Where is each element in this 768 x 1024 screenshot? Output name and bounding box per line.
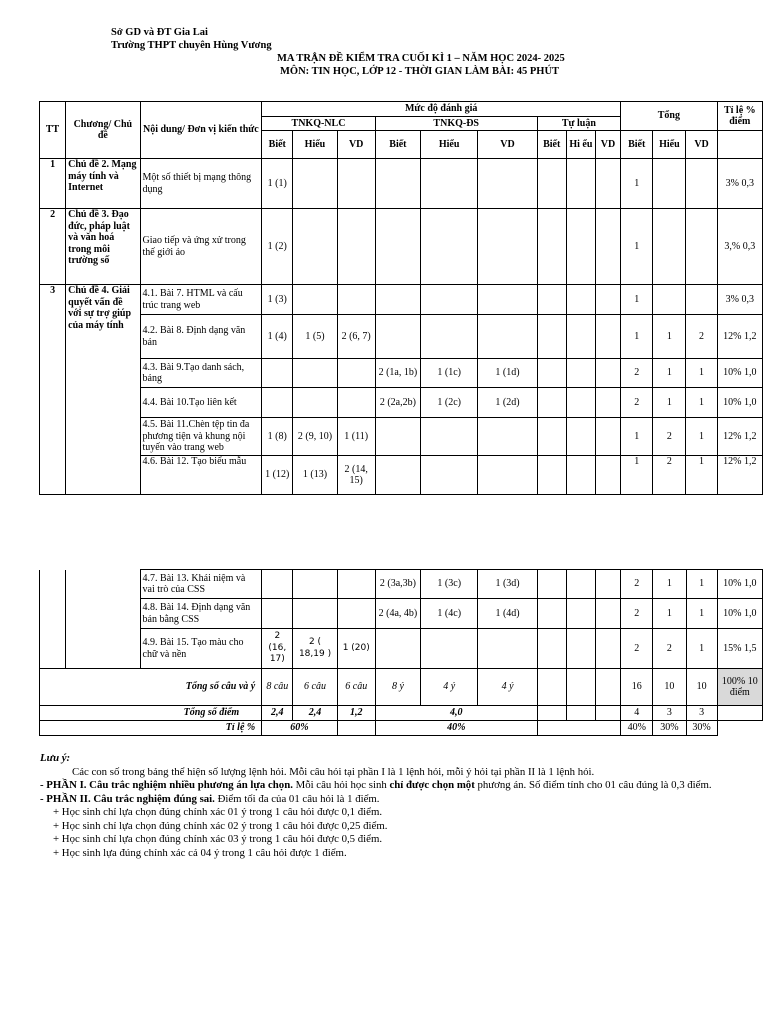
- cell-total-hieu: [653, 159, 686, 209]
- sub-hieu: Hiểu: [293, 131, 337, 159]
- cell-tl-hieu: [566, 315, 595, 359]
- sub-vd: VD: [686, 131, 717, 159]
- totals-count-row: [40, 669, 763, 706]
- cell-nlc-biet: 1 (3): [262, 285, 293, 315]
- row-content: 4.8. Bài 14. Định dạng văn bản bằng CSS: [140, 599, 262, 629]
- cell-tl-hieu: [566, 285, 595, 315]
- cell-ds-hieu: 1 (3c): [421, 570, 478, 599]
- totals-ratio-row: [40, 721, 763, 736]
- cell-nlc-biet: [262, 599, 293, 629]
- empty-cell: [717, 706, 762, 721]
- cell-ds-total: 4,0: [375, 706, 537, 721]
- cell-tl-biet: [537, 315, 566, 359]
- cell-ds-vd: [478, 209, 537, 285]
- cell-nlc-biet: 1 (12): [262, 456, 293, 495]
- empty-cell: [717, 721, 762, 736]
- cell-ds-biet: 8 ý: [375, 669, 420, 706]
- cell-total-biet: 1: [621, 209, 653, 285]
- row-chapter: Chủ đề 4. Giải quyết vấn đề với sự trợ giúp của máy tính: [66, 285, 140, 495]
- cell-total-hieu: 2: [653, 629, 686, 669]
- cell-total-hieu: 2: [653, 456, 686, 495]
- cell-total-vd: 1: [686, 570, 717, 599]
- sub-biet: Biết: [262, 131, 293, 159]
- matrix-table-part2: [39, 569, 763, 736]
- cell-ds-vd: [478, 159, 537, 209]
- cell-tl-hieu: [566, 570, 595, 599]
- sub-hieu: Hiểu: [653, 131, 686, 159]
- cell-nlc-hieu: 2 (9, 10): [293, 418, 337, 456]
- notes-text: Điểm tối đa của 01 câu hỏi là 1 điểm.: [214, 792, 380, 805]
- cell-tl-biet: [537, 285, 566, 315]
- cell-nlc-vd: 1 (11): [337, 418, 375, 456]
- cell-ds-biet: [375, 315, 420, 359]
- cell-nlc-biet: 1 (4): [262, 315, 293, 359]
- cell-nlc-hieu: 6 câu: [293, 669, 337, 706]
- cell-ratio: 12% 1,2: [717, 456, 762, 495]
- cell-nlc-biet: 2,4: [262, 706, 293, 721]
- cell-ds-vd: 1 (4d): [478, 599, 537, 629]
- cell-ds-ratio: 40%: [375, 721, 537, 736]
- cell-total-vd: 3: [686, 706, 717, 721]
- cell-total-hieu: 1: [653, 359, 686, 388]
- notes-bullet: + Học sinh lựa đúng chính xác cả 04 ý trong 1 câu hỏi được 1 điểm.: [53, 846, 347, 859]
- cell-tl-vd: [595, 418, 620, 456]
- cell-tl-biet: [537, 388, 566, 418]
- cell-nlc-biet: 1 (1): [262, 159, 293, 209]
- cell-tl-biet: [537, 669, 566, 706]
- row-content: 4.6. Bài 12. Tạo biểu mẫu: [140, 456, 262, 495]
- empty-cell: [717, 131, 762, 159]
- col-tt: TT: [40, 102, 66, 159]
- table-row: [40, 359, 763, 388]
- cell-tl-biet: [537, 159, 566, 209]
- table-row: [40, 285, 763, 315]
- cell-tl-vd: [595, 285, 620, 315]
- row-content: 4.5. Bài 11.Chèn tệp tin đa phương tiện và khung nội tuyến vào trang web: [140, 418, 262, 456]
- cell-tl-hieu: [566, 629, 595, 669]
- cell-ds-biet: 2 (3a,3b): [375, 570, 420, 599]
- totals-count-label: Tổng số câu và ý: [40, 669, 262, 706]
- cell-ds-vd: 1 (3d): [478, 570, 537, 599]
- cell-tl-hieu: [566, 706, 595, 721]
- empty-cell: [537, 721, 620, 736]
- group-nlc: TNKQ-NLC: [262, 117, 376, 131]
- col-total: Tổng: [621, 102, 718, 131]
- cell-ds-hieu: [421, 285, 478, 315]
- totals-score-label: Tổng số điểm: [40, 706, 262, 721]
- cell-ds-vd: [478, 629, 537, 669]
- cell-nlc-vd: 6 câu: [337, 669, 375, 706]
- cell-nlc-hieu: [293, 285, 337, 315]
- cell-total-biet: 2: [621, 629, 653, 669]
- cell-nlc-vd: 1 (20): [337, 629, 375, 669]
- cell-total-biet: 2: [621, 388, 653, 418]
- sub-vd: VD: [595, 131, 620, 159]
- cell-total-hieu: 1: [653, 388, 686, 418]
- row-tt: 2: [40, 209, 66, 285]
- cell-nlc-hieu: [293, 599, 337, 629]
- cell-total-biet: 1: [621, 315, 653, 359]
- cell-ds-biet: [375, 418, 420, 456]
- cell-ds-vd: 4 ý: [478, 669, 537, 706]
- cell-tl-biet: [537, 359, 566, 388]
- cell-ratio: 15% 1,5: [717, 629, 762, 669]
- sub-vd: VD: [337, 131, 375, 159]
- cell-nlc-hieu: [293, 209, 337, 285]
- table-row: [40, 456, 763, 495]
- cell-total-biet: 2: [621, 570, 653, 599]
- cell-tl-vd: [596, 599, 621, 629]
- cell-ratio: 3% 0,3: [717, 285, 762, 315]
- notes-bullet: + Học sinh chỉ lựa chọn đúng chính xác 01 ý trong 1 câu hỏi được 0,1 điểm.: [53, 806, 383, 818]
- cell-tl-hieu: [566, 388, 595, 418]
- cell-tl-biet: [537, 629, 566, 669]
- cell-nlc-ratio: 60%: [262, 721, 337, 736]
- cell-nlc-hieu: [293, 570, 337, 599]
- table-row: [40, 159, 763, 209]
- cell-total-biet: 1: [621, 159, 653, 209]
- cell-ds-vd: [478, 418, 537, 456]
- notes-bullet: + Học sinh chỉ lựa chọn đúng chính xác 02 ý trong 1 câu hỏi được 0,25 điểm.: [53, 819, 388, 832]
- cell-nlc-vd: [337, 159, 375, 209]
- cell-total-vd: [686, 285, 717, 315]
- empty-cell: [66, 570, 140, 669]
- cell-ds-biet: [375, 159, 420, 209]
- cell-ratio: 10% 1,0: [717, 570, 762, 599]
- cell-total-vd: [686, 159, 717, 209]
- department-name: Sở GD và ĐT Gia Lai: [111, 27, 208, 38]
- document-subtitle: MÔN: TIN HỌC, LỚP 12 - THỜI GIAN LÀM BÀI: 45 PHÚT: [280, 66, 560, 77]
- cell-ds-hieu: [421, 418, 478, 456]
- cell-ds-biet: 2 (2a,2b): [375, 388, 420, 418]
- row-content: 4.4. Bài 10.Tạo liên kết: [140, 388, 262, 418]
- cell-nlc-vd: [337, 388, 375, 418]
- cell-nlc-biet: [262, 388, 293, 418]
- table-row: [40, 599, 763, 629]
- notes-part2: [40, 793, 762, 807]
- group-ds: TNKQ-ĐS: [375, 117, 537, 131]
- cell-ds-vd: [478, 285, 537, 315]
- cell-ds-biet: [375, 285, 420, 315]
- cell-ratio: 12% 1,2: [717, 418, 762, 456]
- cell-nlc-hieu: 1 (5): [293, 315, 337, 359]
- notes-part1: [40, 779, 762, 793]
- cell-nlc-vd: [337, 359, 375, 388]
- table-row: [40, 209, 763, 285]
- cell-total-hieu: 10: [653, 669, 686, 706]
- sub-biet: Biết: [621, 131, 653, 159]
- notes-part2-title: - PHẦN II. Câu trắc nghiệm đúng sai.: [40, 792, 215, 805]
- cell-tl-hieu: [566, 209, 595, 285]
- table-row: [40, 388, 763, 418]
- cell-tl-hieu: [566, 418, 595, 456]
- cell-ds-biet: 2 (1a, 1b): [375, 359, 420, 388]
- cell-total-vd: 1: [686, 388, 717, 418]
- cell-nlc-biet: [262, 570, 293, 599]
- document-title: MA TRẬN ĐỀ KIỂM TRA CUỐI KÌ 1 – NĂM HỌC 2024- 2025: [277, 53, 565, 64]
- cell-nlc-hieu: [293, 159, 337, 209]
- cell-nlc-vd: [337, 570, 375, 599]
- cell-ds-vd: 1 (2d): [478, 388, 537, 418]
- cell-tl-hieu: [566, 456, 595, 495]
- cell-total-hieu: 3: [653, 706, 686, 721]
- sub-biet: Biết: [375, 131, 420, 159]
- cell-ds-hieu: [421, 159, 478, 209]
- cell-nlc-biet: 1 (8): [262, 418, 293, 456]
- cell-nlc-vd: [337, 285, 375, 315]
- cell-total-hieu: [653, 209, 686, 285]
- col-ratio: Tỉ lệ % điểm: [717, 102, 762, 131]
- row-content: Giao tiếp và ứng xử trong thế giới ảo: [140, 209, 262, 285]
- cell-ds-hieu: [421, 629, 478, 669]
- cell-nlc-hieu: 1 (13): [293, 456, 337, 495]
- row-tt: 3: [40, 285, 66, 495]
- row-chapter: Chủ đề 2. Mạng máy tính và Internet: [66, 159, 140, 209]
- cell-tl-hieu: [566, 359, 595, 388]
- table-row: [40, 418, 763, 456]
- table-row: [40, 629, 763, 669]
- sub-vd: VD: [478, 131, 537, 159]
- cell-ratio: 3% 0,3: [717, 159, 762, 209]
- cell-tl-biet: [537, 706, 566, 721]
- cell-nlc-biet: 1 (2): [262, 209, 293, 285]
- cell-total-vd: [686, 209, 717, 285]
- row-content: 4.7. Bài 13. Khái niệm và vai trò của CSS: [140, 570, 262, 599]
- cell-total-hieu: [653, 285, 686, 315]
- col-chapter: Chương/ Chủ đề: [66, 102, 140, 159]
- notes-title: Lưu ý:: [40, 752, 71, 764]
- row-content: 4.3. Bài 9.Tạo danh sách, bảng: [140, 359, 262, 388]
- cell-nlc-vd: [337, 599, 375, 629]
- cell-ratio: 10% 1,0: [717, 388, 762, 418]
- notes-text: phương án. Số điểm tính cho 01 câu đúng là 0,3 điểm.: [474, 779, 712, 791]
- cell-total-vd: 10: [686, 669, 717, 706]
- cell-tl-vd: [595, 159, 620, 209]
- cell-total-vd: 1: [686, 456, 717, 495]
- cell-total-biet: 2: [621, 599, 653, 629]
- cell-tl-biet: [537, 599, 566, 629]
- row-content: 4.1. Bài 7. HTML và cấu trúc trang web: [140, 285, 262, 315]
- notes-emphasis: chỉ được chọn một: [389, 779, 475, 791]
- notes-text: Mỗi câu hỏi học sinh: [292, 779, 390, 791]
- cell-total-vd: 1: [686, 359, 717, 388]
- cell-ds-hieu: [421, 209, 478, 285]
- cell-nlc-vd: 2 (6, 7): [337, 315, 375, 359]
- cell-ds-biet: [375, 629, 420, 669]
- cell-nlc-hieu: [293, 359, 337, 388]
- cell-nlc-hieu: 2 ( 18,19 ): [293, 629, 337, 669]
- cell-tl-biet: [537, 456, 566, 495]
- row-content: 4.9. Bài 15. Tạo màu cho chữ và nền: [140, 629, 262, 669]
- cell-ratio: 3,% 0,3: [717, 209, 762, 285]
- cell-total-hieu: 30%: [653, 721, 686, 736]
- sub-biet: Biết: [537, 131, 566, 159]
- cell-total-biet: 1: [621, 418, 653, 456]
- cell-tl-hieu: [566, 669, 595, 706]
- cell-total-biet: 4: [621, 706, 653, 721]
- cell-ds-hieu: 1 (4c): [421, 599, 478, 629]
- cell-ds-vd: [478, 456, 537, 495]
- cell-total-biet: 16: [621, 669, 653, 706]
- cell-ds-hieu: [421, 315, 478, 359]
- cell-tl-vd: [596, 629, 621, 669]
- cell-tl-hieu: [566, 159, 595, 209]
- cell-ratio: 100% 10 điểm: [717, 669, 762, 706]
- cell-nlc-biet: 2 (16, 17): [262, 629, 293, 669]
- cell-nlc-hieu: [293, 388, 337, 418]
- cell-nlc-vd: 1,2: [337, 706, 375, 721]
- row-content: 4.2. Bài 8. Định dạng văn bản: [140, 315, 262, 359]
- cell-nlc-biet: 8 câu: [262, 669, 293, 706]
- cell-nlc-biet: [262, 359, 293, 388]
- empty-cell: [40, 570, 66, 669]
- table-row: [40, 315, 763, 359]
- cell-total-vd: 2: [686, 315, 717, 359]
- cell-tl-biet: [537, 418, 566, 456]
- col-content: Nội dung/ Đơn vị kiến thức: [140, 102, 262, 159]
- cell-total-hieu: 1: [653, 315, 686, 359]
- group-tl: Tự luận: [537, 117, 621, 131]
- cell-ds-biet: 2 (4a, 4b): [375, 599, 420, 629]
- cell-total-biet: 1: [621, 285, 653, 315]
- cell-total-biet: 2: [621, 359, 653, 388]
- cell-total-biet: 1: [621, 456, 653, 495]
- cell-ratio: 10% 1,0: [717, 359, 762, 388]
- cell-ratio: 10% 1,0: [717, 599, 762, 629]
- empty-cell: [337, 721, 375, 736]
- cell-ratio: 12% 1,2: [717, 315, 762, 359]
- notes-section: [40, 752, 762, 860]
- cell-ds-biet: [375, 209, 420, 285]
- cell-total-vd: 1: [686, 629, 717, 669]
- cell-total-vd: 30%: [686, 721, 717, 736]
- cell-tl-vd: [595, 315, 620, 359]
- col-level: Mức độ đánh giá: [262, 102, 621, 117]
- cell-ds-vd: [478, 315, 537, 359]
- sub-hieu: Hi ểu: [566, 131, 595, 159]
- cell-ds-hieu: 1 (1c): [421, 359, 478, 388]
- cell-tl-hieu: [566, 599, 595, 629]
- notes-part1-title: - PHẦN I. Câu trắc nghiệm nhiều phương án lựa chọn.: [40, 779, 293, 791]
- cell-ds-biet: [375, 456, 420, 495]
- cell-tl-vd: [596, 706, 621, 721]
- table-row: [40, 570, 763, 599]
- cell-tl-vd: [595, 388, 620, 418]
- notes-line: Các con số trong bảng thể hiện số lượng lệnh hỏi. Mỗi câu hỏi tại phần I là 1 lệnh hỏi, mỗi ý hỏi tại phần II là 1 lệnh hỏi.: [72, 765, 595, 778]
- cell-tl-biet: [537, 570, 566, 599]
- sub-hieu: Hiểu: [421, 131, 478, 159]
- notes-bullet: + Học sinh chỉ lựa chọn đúng chính xác 03 ý trong 1 câu hỏi được 0,5 điểm.: [53, 833, 383, 845]
- totals-score-row: [40, 706, 763, 721]
- cell-total-vd: 1: [686, 599, 717, 629]
- cell-ds-vd: 1 (1d): [478, 359, 537, 388]
- row-content: Một số thiết bị mạng thông dụng: [140, 159, 262, 209]
- cell-ds-hieu: [421, 456, 478, 495]
- cell-tl-biet: [537, 209, 566, 285]
- cell-total-hieu: 1: [653, 570, 686, 599]
- cell-nlc-vd: [337, 209, 375, 285]
- cell-total-vd: 1: [686, 418, 717, 456]
- cell-tl-vd: [595, 456, 620, 495]
- cell-total-hieu: 2: [653, 418, 686, 456]
- cell-nlc-vd: 2 (14, 15): [337, 456, 375, 495]
- cell-ds-hieu: 4 ý: [421, 669, 478, 706]
- cell-total-biet: 40%: [621, 721, 653, 736]
- cell-ds-hieu: 1 (2c): [421, 388, 478, 418]
- cell-tl-vd: [595, 209, 620, 285]
- totals-ratio-label: Tỉ lệ %: [40, 721, 262, 736]
- cell-tl-vd: [596, 669, 621, 706]
- matrix-table-part1: [39, 101, 763, 495]
- row-chapter: Chủ đề 3. Đạo đức, pháp luật và văn hoá trong môi trường số: [66, 209, 140, 285]
- row-tt: 1: [40, 159, 66, 209]
- cell-total-hieu: 1: [653, 599, 686, 629]
- cell-tl-vd: [596, 570, 621, 599]
- school-name: Trường THPT chuyên Hùng Vương: [111, 40, 272, 51]
- cell-tl-vd: [595, 359, 620, 388]
- cell-nlc-hieu: 2,4: [293, 706, 337, 721]
